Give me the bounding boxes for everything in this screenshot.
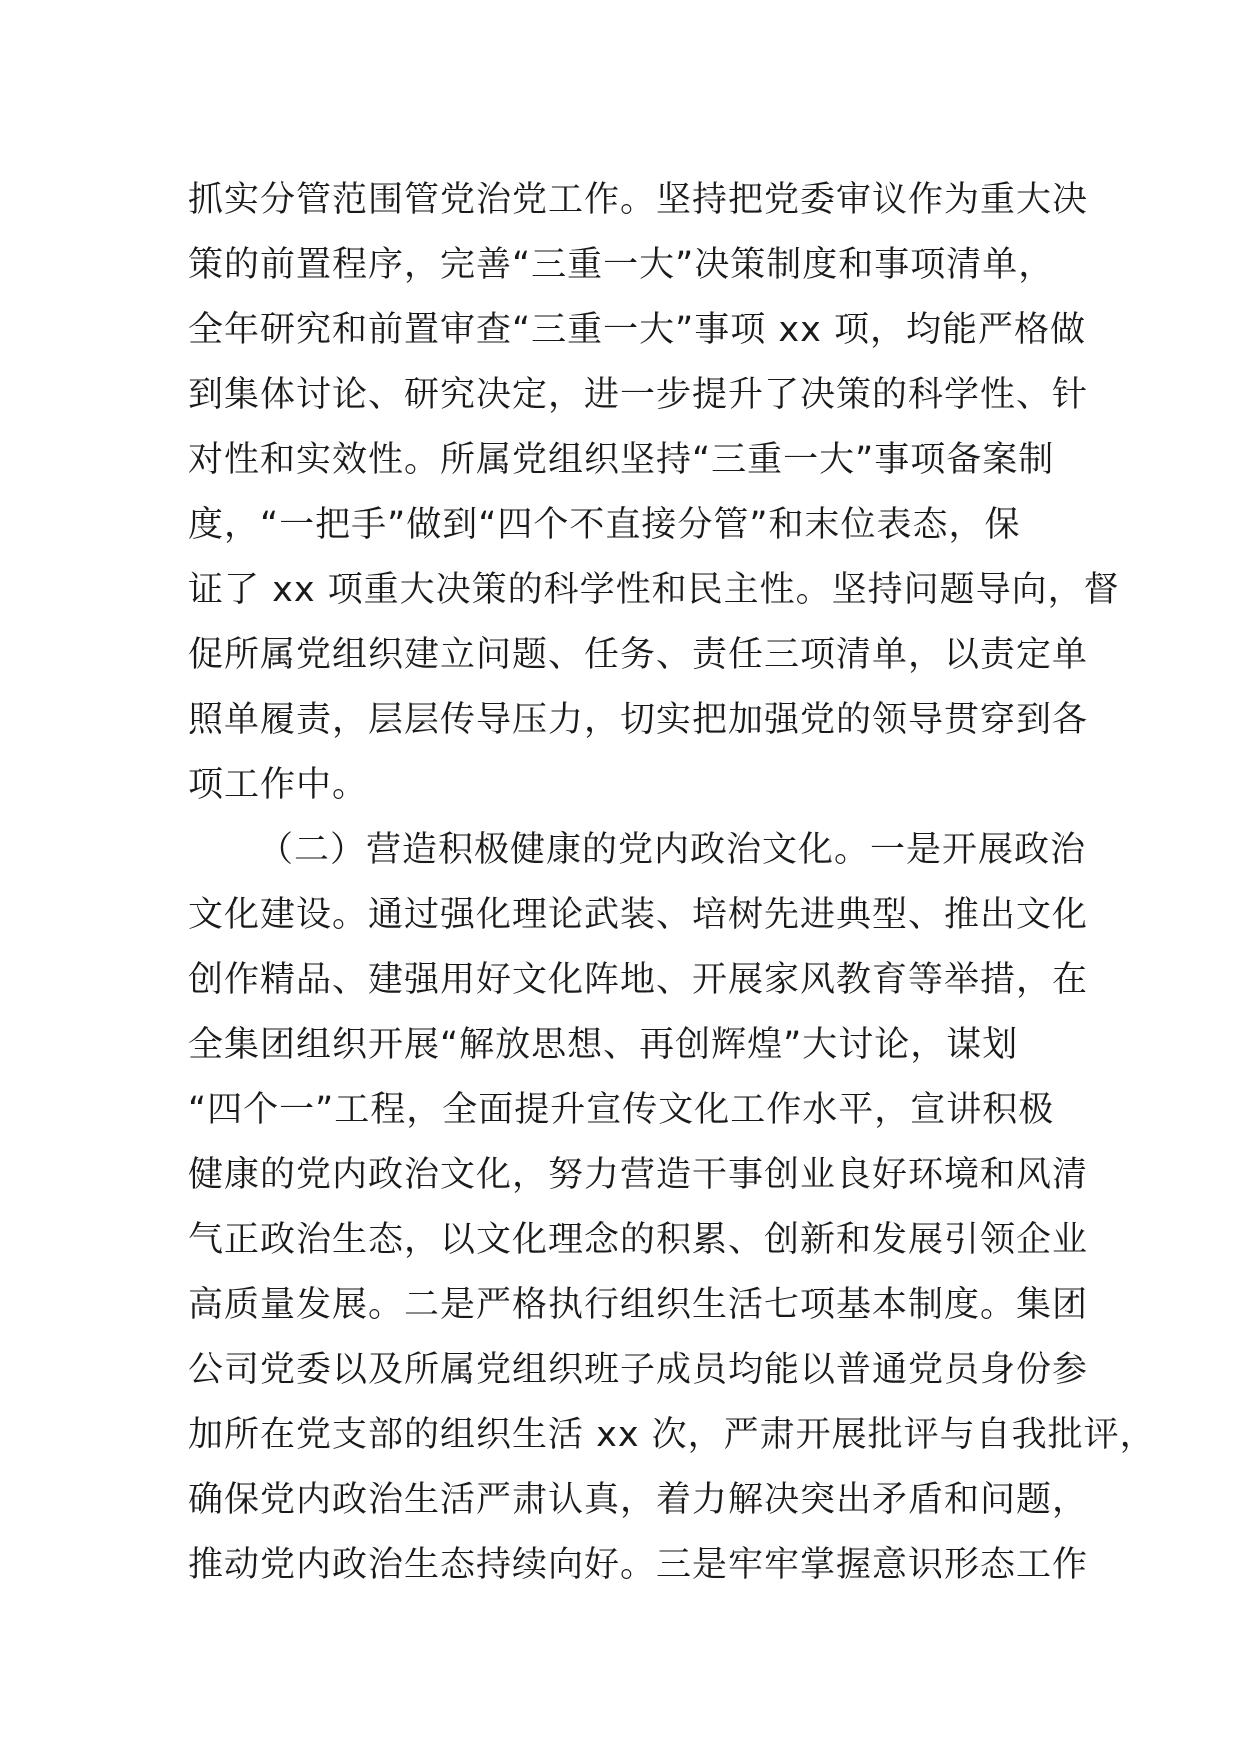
text-line: 高质量发展。二是严格执行组织生活七项基本制度。集团 <box>188 1285 1089 1325</box>
text-line: 证了 xx 项重大决策的科学性和民主性。坚持问题导向，督 <box>188 570 1120 610</box>
text-line: 推动党内政治生态持续向好。三是牢牢掌握意识形态工作 <box>188 1545 1089 1585</box>
text-line: 创作精品、建强用好文化阵地、开展家风教育等举措，在 <box>188 960 1089 1000</box>
text-line: 公司党委以及所属党组织班子成员均能以普通党员身份参 <box>188 1350 1089 1390</box>
text-line: 全集团组织开展“解放思想、再创辉煌”大讨论，谋划 <box>188 1025 1019 1065</box>
body-text <box>188 168 1156 1598</box>
text-line: 策的前置程序，完善“三重一大”决策制度和事项清单， <box>188 245 1055 285</box>
text-line: 度，“一把手”做到“四个不直接分管”和末位表态，保 <box>188 505 1021 545</box>
section-heading-line: （二）营造积极健康的党内政治文化。一是开展政治 <box>258 830 1087 870</box>
text-line: 项工作中。 <box>188 765 369 805</box>
text-line: 健康的党内政治文化，努力营造干事创业良好环境和风清 <box>188 1155 1089 1195</box>
text-line: 气正政治生态，以文化理念的积累、创新和发展引领企业 <box>188 1220 1089 1260</box>
text-line: 确保党内政治生活严肃认真，着力解决突出矛盾和问题， <box>188 1480 1089 1520</box>
text-line: 到集体讨论、研究决定，进一步提升了决策的科学性、针 <box>188 375 1089 415</box>
text-line: “四个一”工程，全面提升宣传文化工作水平，宣讲积极 <box>188 1090 1055 1130</box>
text-line: 全年研究和前置审查“三重一大”事项 xx 项，均能严格做 <box>188 310 1086 350</box>
text-line: 促所属党组织建立问题、任务、责任三项清单，以责定单 <box>188 635 1089 675</box>
text-line: 抓实分管范围管党治党工作。坚持把党委审议作为重大决 <box>188 180 1089 220</box>
text-line: 文化建设。通过强化理论武装、培树先进典型、推出文化 <box>188 895 1089 935</box>
text-line: 照单履责，层层传导压力，切实把加强党的领导贯穿到各 <box>188 700 1089 740</box>
text-line: 对性和实效性。所属党组织坚持“三重一大”事项备案制 <box>188 440 1055 480</box>
text-line: 加所在党支部的组织生活 xx 次，严肃开展批评与自我批评， <box>188 1415 1156 1455</box>
